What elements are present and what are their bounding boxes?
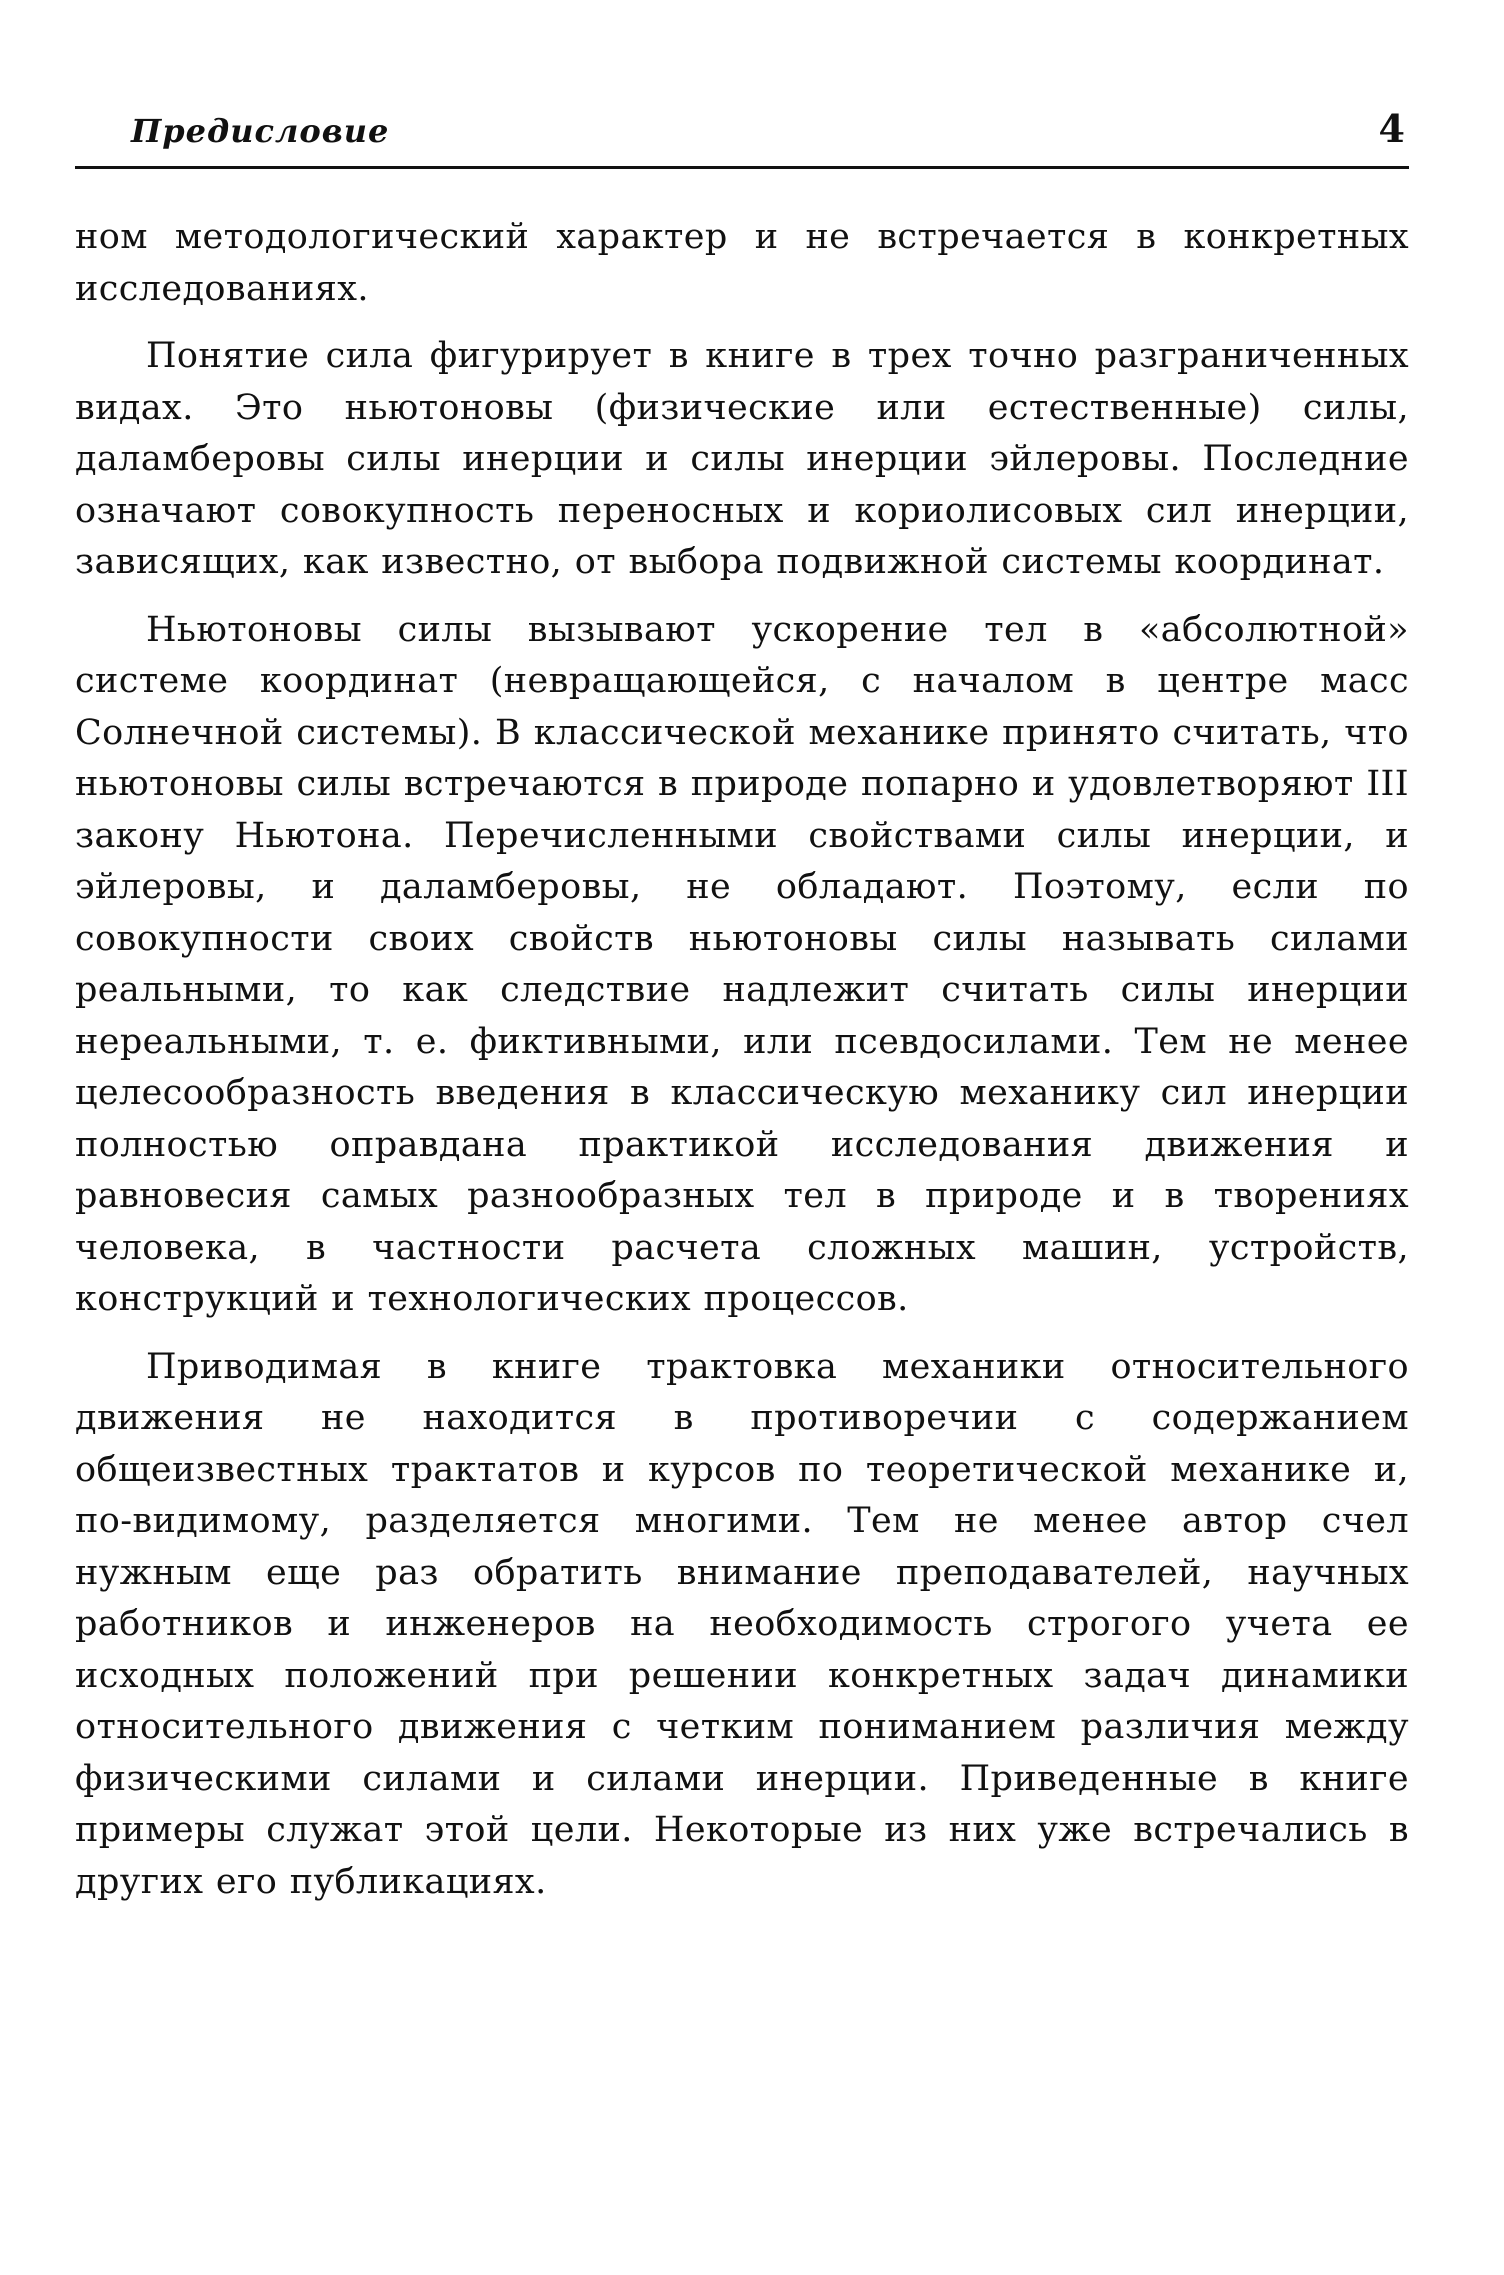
book-page (75, 0, 1409, 2275)
running-header (75, 104, 1409, 169)
paragraph-newtonian-forces: Ньютоновы силы вызывают ускорение тел в «абсолютной» системе координат (невращающейся, с началом в центре масс Солнечной системы). В классической механике принято считать, что ньютоновы силы встречаются в природе попарно и удовлетворяют III закону Ньютона. Перечисленными свойствами силы инерции, и эйлеровы, и даламберовы, не обладают. Поэтому, если по совокупности своих свойств ньютоновы силы называть силами реальными, то как следствие надлежит считать силы инерции нереальными, т. е. фиктивными, или псевдосилами. Тем не менее целесообразность введения в классическую механику сил инерции полностью оправдана практикой исследования движения и равновесия самых разнообразных тел в природе и в творениях человека, в частности расчета сложных машин, устройств, конструкций и технологических процессов. (75, 609, 1409, 1319)
chapter-title: Предисловие (131, 112, 390, 150)
page-number: 4 (1378, 106, 1405, 151)
body-text (75, 212, 1409, 1924)
paragraph-book-approach: Приводимая в книге трактовка механики относительного движения не находится в противоречии с содержанием общеизвестных трактатов и курсов по теоретической механике и, по-видимому, разделяется многими. Тем не менее автор счел нужным еще раз обратить внимание преподавателей, научных работников и инженеров на необходимость строгого учета ее исходных положений при решении конкретных задач динамики относительного движения с четким пониманием различия между физическими силами и силами инерции. Приведенные в книге примеры служат этой цели. Некоторые из них уже встречались в других его публикациях. (75, 1346, 1409, 1902)
paragraph-force-types: Понятие сила фигурирует в книге в трех точно разграниченных видах. Это ньютоновы (физические или естественные) силы, даламберовы силы инерции и силы инерции эйлеровы. Последние означают совокупность переносных и кориолисовых сил инерции, зависящих, как известно, от выбора подвижной системы координат. (75, 336, 1409, 582)
paragraph-continuation: ном методологический характер и не встречается в конкретных исследованиях. (75, 217, 1409, 309)
